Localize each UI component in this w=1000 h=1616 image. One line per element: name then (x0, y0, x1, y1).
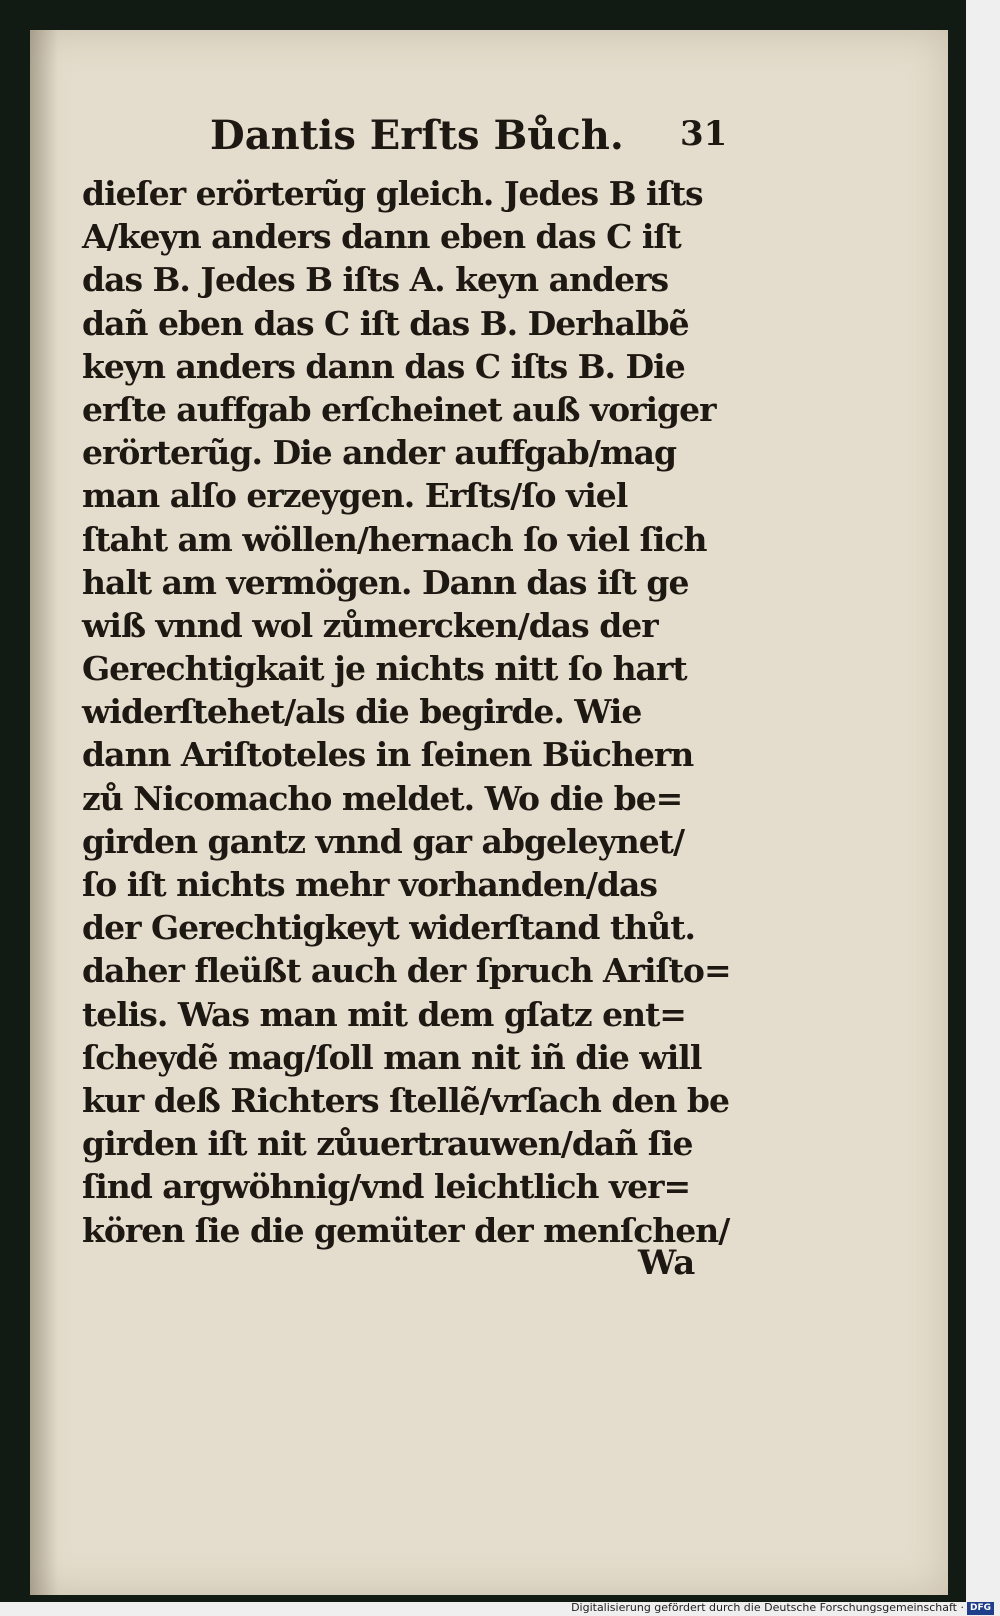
page-number: 31 (680, 114, 728, 154)
text-line: der Gerechtigkeyt widerſtand thůt. (82, 908, 695, 948)
text-line: das B. Jedes B iſts A. keyn anders (82, 260, 669, 300)
text-line: ſind argwöhnig/vnd leichtlich ver= (82, 1167, 691, 1207)
catchword: Wa (638, 1243, 696, 1283)
text-line: dieſer erörterũg gleich. Jedes B iſts (82, 174, 703, 213)
text-line: keyn anders dann das C iſts B. Die (82, 346, 685, 386)
text-line: Gerechtigkait je nichts nitt ſo hart (82, 649, 687, 689)
text-line: telis. Was man mit dem gſatz ent= (82, 994, 686, 1034)
dfg-logo-icon: DFG (967, 1602, 994, 1615)
text-line: dañ eben das C iſt das B. Derhalbẽ (82, 303, 689, 343)
text-line: dann Ariſtoteles in ſeinen Büchern (82, 735, 694, 775)
footer-text: Digitalisierung gefördert durch die Deutsche Forschungsgemeinschaft · (571, 1601, 964, 1614)
text-line: wiß vnnd wol zůmercken/das der (82, 605, 658, 645)
text-line: man alſo erzeygen. Erſts/ſo viel (82, 476, 628, 516)
text-line: erörterũg. Die ander auffgab/mag (82, 433, 677, 473)
text-line: girden gantz vnnd gar abgeleynet/ (82, 821, 685, 861)
text-line: kören ſie die gemüter der menſchen/ (82, 1210, 730, 1250)
text-line: kur deß Richters ſtellẽ/vrſach den be (82, 1080, 729, 1120)
spine-shadow (30, 30, 58, 1595)
text-line: ſcheydẽ mag/ſoll man nit iñ die will (82, 1037, 702, 1077)
text-line: girden iſt nit zůuertrauwen/dañ ſie (82, 1124, 693, 1164)
text-line: halt am vermögen. Dann das iſt ge (82, 562, 689, 602)
running-head: Dantis Erſts Bůch. (210, 112, 624, 159)
text-line: erſte auffgab erſcheinet auß voriger (82, 389, 716, 429)
text-line: ſtaht am wöllen/hernach ſo viel ſich (82, 519, 707, 559)
text-line: daher fleüßt auch der ſpruch Ariſto= (82, 951, 731, 991)
text-line: widerſtehet/als die begirde. Wie (82, 692, 642, 732)
text-line: zů Nicomacho meldet. Wo die be= (82, 778, 683, 818)
text-line: ſo iſt nichts mehr vorhanden/das (82, 865, 657, 904)
text-line: A/keyn anders dann eben das C iſt (82, 217, 681, 257)
digitization-footer (571, 1600, 994, 1616)
text-block (82, 172, 732, 1252)
book-page (30, 30, 948, 1595)
